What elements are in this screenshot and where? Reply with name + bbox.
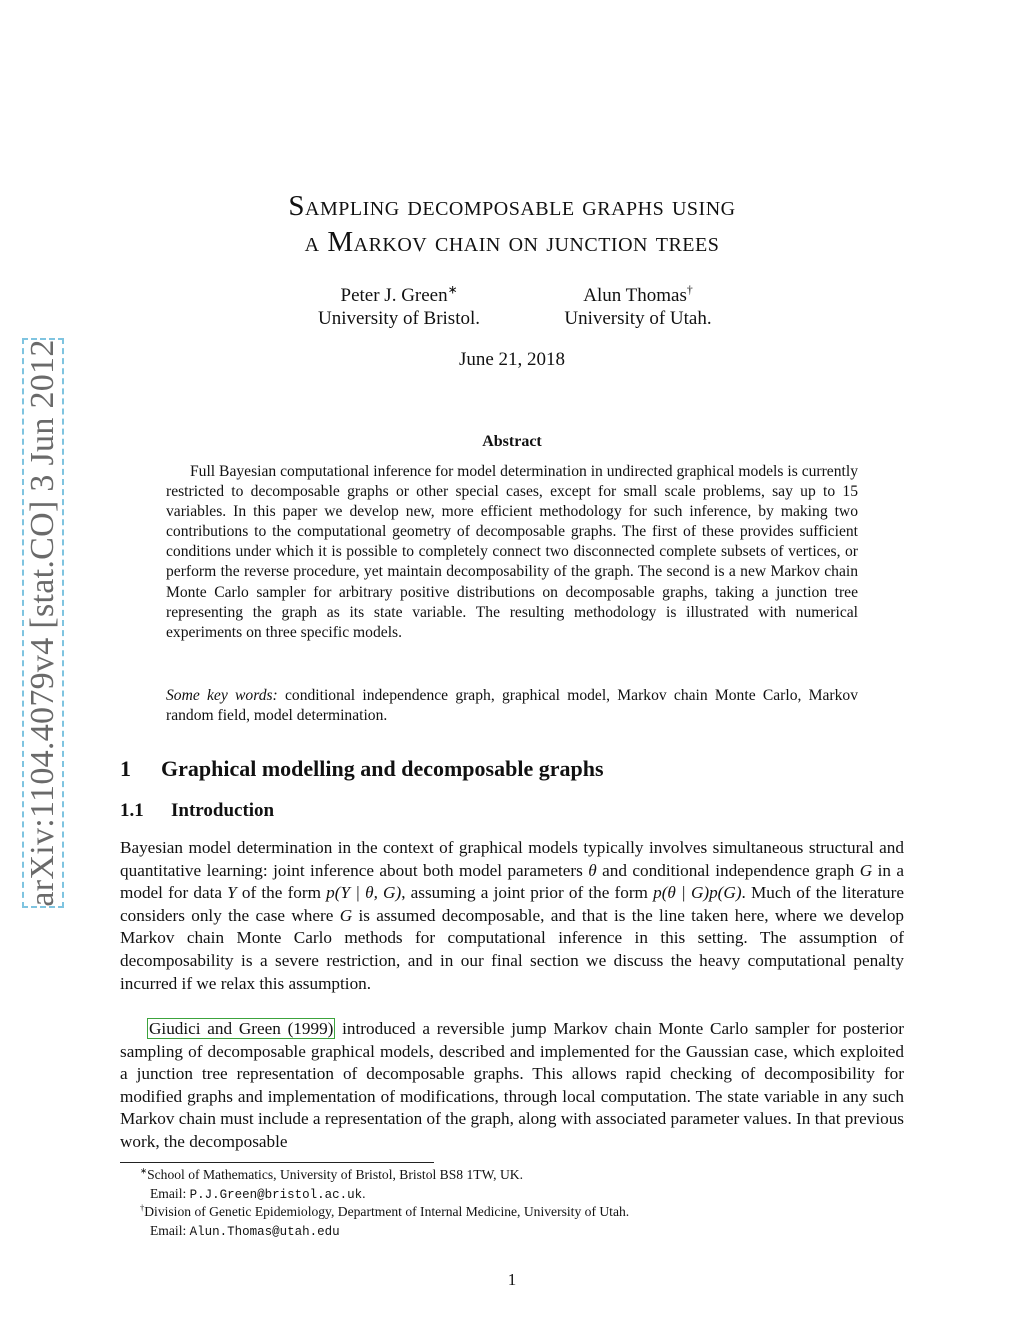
intro-paragraph-1 xyxy=(120,837,904,995)
email-address[interactable]: P.J.Green@bristol.ac.uk xyxy=(189,1187,363,1202)
paper-title xyxy=(0,188,1024,260)
author-affiliation: University of Utah. xyxy=(564,308,712,329)
math-y: Y xyxy=(227,883,237,903)
paper-date: June 21, 2018 xyxy=(458,349,566,370)
section-number: 1 xyxy=(120,756,131,781)
math-prior: p(θ | G)p(G) xyxy=(653,883,742,903)
math-g: G xyxy=(859,860,873,880)
subsection-number: 1.1 xyxy=(120,800,144,821)
keywords-label: Some key words: xyxy=(166,687,278,704)
author-affiliation: University of Bristol. xyxy=(317,308,481,329)
email-suffix: . xyxy=(362,1185,366,1201)
section-title: Graphical modelling and decomposable graphs xyxy=(161,756,604,781)
author-block-green xyxy=(284,284,514,330)
intro-paragraph-2 xyxy=(120,1018,904,1154)
author-footnote-mark: † xyxy=(686,283,693,297)
author-footnote-mark: ∗ xyxy=(447,283,458,297)
text-run: introduced a reversible jump Markov chain Monte Carlo sampler for posterior sampling of decomposable graphical models, described and implemented for the Gaussian case, which exploited a junction tree representation of decomposable graphs. This allows rapid checking of decomposibility for modified graphs and implementation of modifications, through local computation. The state variable in any such Markov chain must include a representation of the graph, along with associated parameter values. In that previous work, the decomposable xyxy=(120,1019,904,1151)
author-name: Alun Thomas xyxy=(583,285,687,306)
title-line-2: a Markov chain on junction trees xyxy=(304,226,720,258)
page-number: 1 xyxy=(507,1270,517,1289)
subsection-title: Introduction xyxy=(171,800,275,821)
footnote-mark: † xyxy=(140,1202,145,1213)
keywords-paragraph xyxy=(166,686,858,726)
footnote-mark: ∗ xyxy=(140,1165,148,1176)
footnote-text: Division of Genetic Epidemiology, Department of Internal Medicine, University of Utah. xyxy=(144,1204,630,1219)
math-g: G xyxy=(339,905,353,925)
footnote-rule xyxy=(120,1162,434,1163)
email-address[interactable]: Alun.Thomas@utah.edu xyxy=(189,1224,340,1239)
email-label: Email: xyxy=(150,1222,190,1238)
keywords-list: conditional independence graph, graphical model, Markov chain Monte Carlo, Markov random field, model determination. xyxy=(166,687,858,725)
author-name: Peter J. Green xyxy=(340,285,448,306)
abstract-body: Full Bayesian computational inference for model determination in undirected graphical models is currently restricted to decomposable graphs or other special cases, except for small scale problems, say up to 15 variables. In this paper we develop new, more efficient methodology for such inference, by making two contributions to the computational geometry of decomposable graphs. The first of these provides sufficient conditions under which it is possible to completely connect two disconnected complete subsets of vertices, or perform the reverse procedure, yet maintain decomposability of the graph. The second is a new Markov chain Monte Carlo sampler for arbitrary positive distributions on decomposable graphs, taking a junction tree representing the graph as its state variable. The resulting methodology is illustrated with numerical experiments on three specific models. xyxy=(166,463,858,641)
title-line-1: Sampling decomposable graphs using xyxy=(288,190,736,222)
email-label: Email: xyxy=(150,1185,190,1201)
author-block-thomas xyxy=(538,284,738,330)
section-heading xyxy=(120,756,604,782)
text-run: and conditional independence graph xyxy=(596,860,860,880)
math-likelihood: p(Y | θ, G) xyxy=(326,883,402,903)
arxiv-identifier: arXiv:1104.4079v4 [stat.CO] 3 Jun 2012 xyxy=(24,339,61,907)
text-run: Bayesian model determination in the context of graphical models typically involves simultaneous structural and quantitative learning: joint inference about both model parameters xyxy=(120,838,904,880)
math-theta: θ xyxy=(588,860,597,880)
text-run: of the form xyxy=(236,883,327,903)
citation-link[interactable]: Giudici and Green (1999) xyxy=(149,1019,334,1038)
text-run: in a model for data xyxy=(120,860,905,903)
footnote-thomas xyxy=(140,1203,629,1241)
text-run: , assuming a joint prior of the form xyxy=(401,883,654,903)
text-run: is assumed decomposable, and that is the line taken here, where we develop Markov chain Monte Carlo methods for computational inference in this setting. The assumption of decomposability is a severe restriction, and in our final section we discuss the heavy computational penalty incurred if we relax this assumption. xyxy=(120,905,905,993)
footnote-green xyxy=(140,1166,523,1204)
abstract-heading: Abstract xyxy=(482,433,542,450)
text-run: . Much of the literature considers only the case where xyxy=(120,883,904,925)
footnote-text: School of Mathematics, University of Bristol, Bristol BS8 1TW, UK. xyxy=(147,1167,524,1182)
arxiv-sidebar-stamp xyxy=(22,338,64,908)
subsection-heading xyxy=(120,800,274,822)
